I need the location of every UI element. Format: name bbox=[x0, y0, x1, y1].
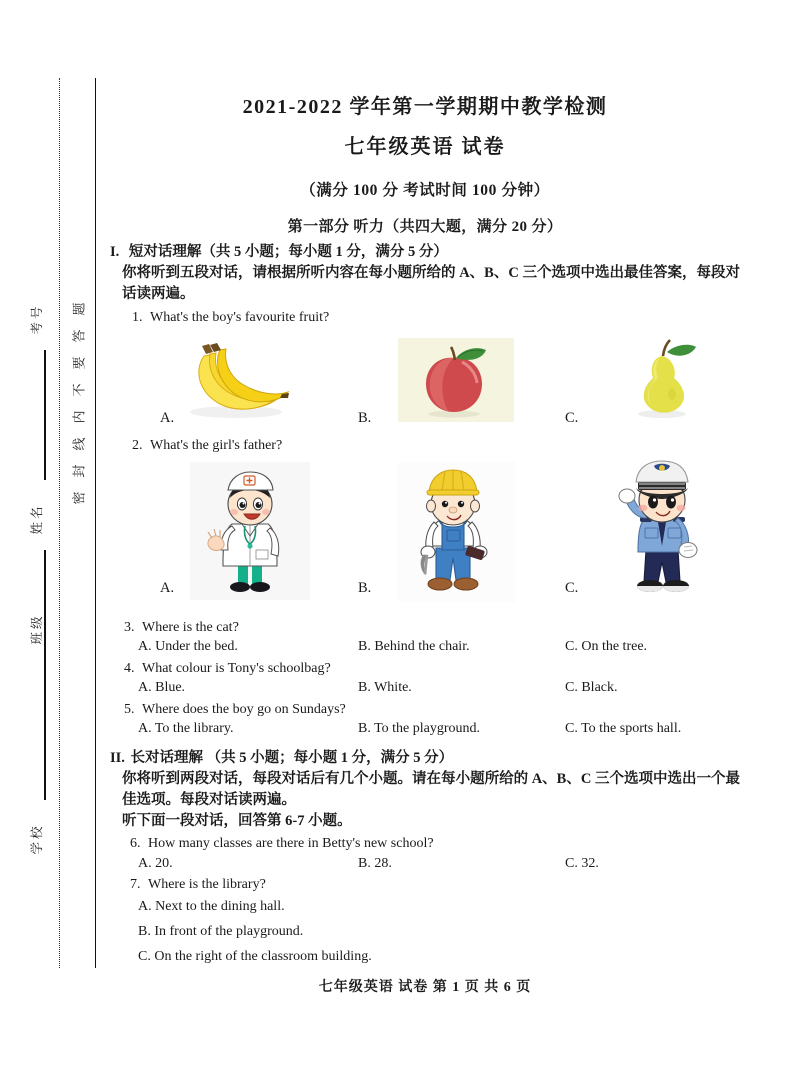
question-6-option-c[interactable]: C. 32. bbox=[565, 856, 599, 871]
seal-field-name: 姓名 bbox=[30, 503, 44, 535]
question-5-number: 5. bbox=[124, 702, 135, 717]
police-officer-image bbox=[600, 458, 730, 602]
question-3-option-c[interactable]: C. On the tree. bbox=[565, 639, 648, 654]
question-6-number: 6. bbox=[130, 836, 141, 851]
seal-dotted-line bbox=[59, 78, 60, 968]
question-4-option-c[interactable]: C. Black. bbox=[565, 680, 618, 695]
section-1-instruction: 你将听到五段对话，请根据所听内容在每小题所给的 A、B、C 三个选项中选出最佳答案，每段对话读两遍。 bbox=[122, 265, 740, 302]
question-6-stem: How many classes are there in Betty's new school? bbox=[148, 836, 434, 851]
section-2-instruction: 你将听到两段对话，每段对话后有几个小题。请在每小题所给的 A、B、C 三个选项中选出一个最佳选项。每段对话读两遍。 bbox=[122, 771, 740, 808]
exam-title-line1: 2021-2022 学年第一学期期中教学检测 bbox=[242, 96, 608, 118]
pear-image bbox=[610, 332, 720, 422]
worker-image bbox=[398, 462, 516, 602]
seal-warning-text: 密封线内不要答题 bbox=[71, 288, 87, 505]
seal-field-rule-1 bbox=[44, 350, 46, 480]
part-one-heading: 第一部分 听力（共四大题，满分 20 分） bbox=[287, 219, 563, 235]
question-4-number: 4. bbox=[124, 661, 135, 676]
exam-score-time-line: （满分 100 分 考试时间 100 分钟） bbox=[300, 182, 550, 199]
question-7-text bbox=[130, 877, 266, 893]
section-2-number: II. bbox=[110, 750, 125, 766]
question-2-text bbox=[132, 438, 282, 454]
question-1-number: 1. bbox=[132, 310, 143, 325]
question-7-stem: Where is the library? bbox=[148, 877, 266, 892]
question-2-stem: What's the girl's father? bbox=[150, 438, 283, 453]
seal-field-rule-3 bbox=[44, 670, 46, 800]
bananas-image bbox=[170, 332, 300, 420]
question-5-option-c[interactable]: C. To the sports hall. bbox=[565, 721, 682, 736]
question-2-label-B: B. bbox=[358, 580, 372, 596]
seal-solid-line bbox=[95, 78, 96, 968]
doctor-image bbox=[190, 462, 310, 600]
section-1-title: 短对话理解（共 5 小题；每小题 1 分，满分 5 分） bbox=[128, 244, 448, 260]
question-1-label-C: C. bbox=[565, 410, 579, 426]
seal-warning-text-column bbox=[63, 288, 93, 700]
question-4-stem: What colour is Tony's schoolbag? bbox=[142, 661, 331, 676]
question-5-option-b[interactable]: B. To the playground. bbox=[358, 721, 481, 736]
question-5-stem: Where does the boy go on Sundays? bbox=[142, 702, 346, 717]
question-7-option-c[interactable]: C. On the right of the classroom building. bbox=[138, 949, 372, 964]
question-5-text bbox=[124, 702, 346, 718]
question-1-label-A: A. bbox=[160, 410, 175, 426]
question-7-option-a[interactable]: A. Next to the dining hall. bbox=[138, 899, 285, 914]
question-3-number: 3. bbox=[124, 620, 135, 635]
section-2-sub-instruction: 听下面一段对话，回答第 6-7 小题。 bbox=[122, 813, 352, 829]
question-5-option-a[interactable]: A. To the library. bbox=[138, 721, 234, 736]
page-footer: 七年级英语 试卷 第 1 页 共 6 页 bbox=[318, 980, 532, 995]
section-2-title: 长对话理解 （共 5 小题；每小题 1 分，满分 5 分） bbox=[130, 750, 454, 766]
seal-field-school: 学校 bbox=[30, 823, 44, 855]
question-1-text bbox=[132, 310, 329, 326]
question-3-option-b[interactable]: B. Behind the chair. bbox=[358, 639, 470, 654]
exam-content bbox=[110, 0, 740, 1067]
question-3-text bbox=[124, 620, 239, 636]
question-2-number: 2. bbox=[132, 438, 143, 453]
question-3-option-a[interactable]: A. Under the bed. bbox=[138, 639, 238, 654]
question-7-number: 7. bbox=[130, 877, 141, 892]
section-2-heading bbox=[110, 746, 453, 767]
apple-image bbox=[398, 338, 514, 422]
seal-field-exam-number: 考号 bbox=[30, 303, 44, 335]
question-3-stem: Where is the cat? bbox=[142, 620, 239, 635]
section-1-number: I. bbox=[110, 244, 120, 260]
question-6-option-a[interactable]: A. 20. bbox=[138, 856, 173, 871]
question-2-label-C: C. bbox=[565, 580, 579, 596]
question-4-option-a[interactable]: A. Blue. bbox=[138, 680, 186, 695]
section-1-heading bbox=[110, 240, 448, 261]
seal-field-column bbox=[14, 60, 58, 970]
question-6-text bbox=[130, 836, 434, 852]
question-2-label-A: A. bbox=[160, 580, 175, 596]
question-4-option-b[interactable]: B. White. bbox=[358, 680, 412, 695]
question-4-text bbox=[124, 661, 331, 677]
seal-field-class: 班级 bbox=[30, 613, 44, 645]
question-6-option-b[interactable]: B. 28. bbox=[358, 856, 392, 871]
exam-title-line2: 七年级英语 试卷 bbox=[344, 136, 506, 158]
question-1-stem: What's the boy's favourite fruit? bbox=[150, 310, 330, 325]
question-1-label-B: B. bbox=[358, 410, 372, 426]
question-7-option-b[interactable]: B. In front of the playground. bbox=[138, 924, 304, 939]
